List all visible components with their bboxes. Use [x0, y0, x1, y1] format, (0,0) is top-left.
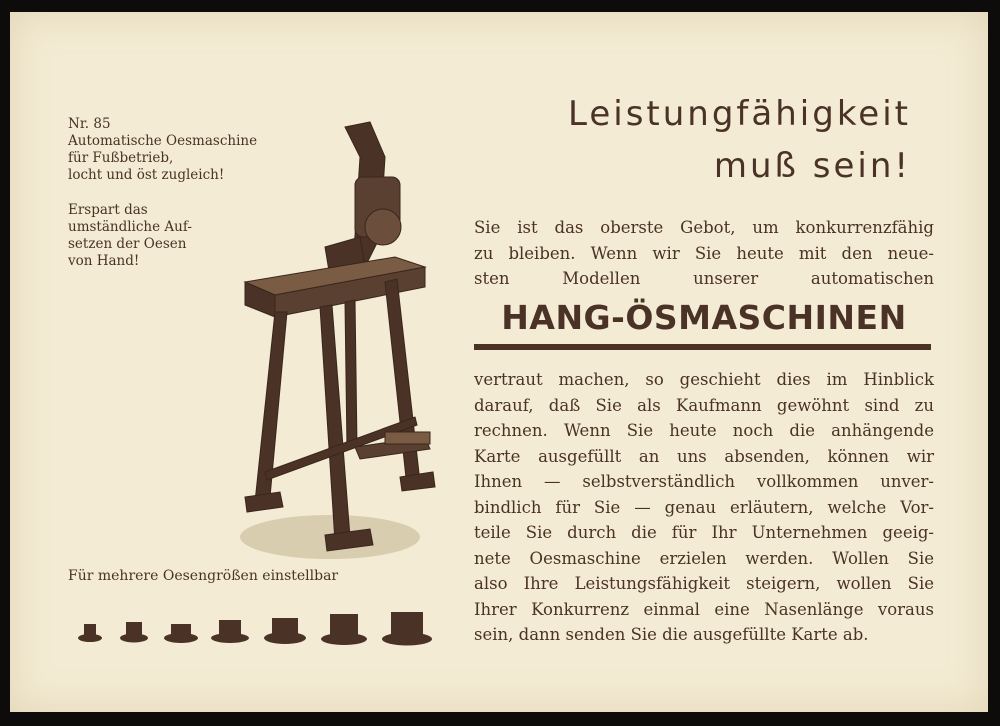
caption-line: Erspart das [68, 202, 148, 218]
caption-line: locht und öst zugleich! [68, 167, 225, 183]
eyelet-icon [120, 622, 148, 643]
product-name: HANG-ÖSMASCHINEN [501, 298, 907, 337]
text-line: Ihrer Konkurrenz einmal eine Nasenlänge voraus [474, 599, 934, 619]
eyelet-sizes-illustration [72, 608, 452, 650]
eyelet-icon [211, 620, 249, 643]
eyelet-icon [164, 624, 198, 643]
text-line: zu bleiben. Wenn wir Sie heute mit den neue- [474, 243, 934, 263]
text-line: bindlich für Sie — genau erläutern, welche Vor- [474, 497, 934, 517]
caption-line: Automatische Oesmaschine [68, 133, 258, 149]
text-line: Ihnen — selbstverständlich vollkommen unver- [474, 472, 934, 491]
eyelet-icon [264, 618, 306, 644]
eyelet-machine-illustration [235, 117, 450, 567]
text-line: Karte ausgefüllt an uns absenden, können wir [474, 446, 934, 466]
adjustable-sizes-caption: Für mehrere Oesengrößen einstellbar [68, 568, 339, 584]
text-line: sein, dann senden Sie die ausgefüllte Karte ab. [474, 625, 869, 644]
text-line: Sie ist das oberste Gebot, um konkurrenzfähig [474, 218, 934, 237]
divider-rule [474, 344, 931, 350]
main-paragraph [474, 367, 934, 648]
eyelet-icon [78, 624, 102, 642]
headline [568, 88, 911, 192]
saves-effort-caption [68, 202, 238, 270]
caption-line: Nr. 85 [68, 116, 111, 132]
text-line: darauf, daß Sie als Kaufmann gewöhnt sind zu [474, 395, 934, 415]
text-line: nete Oesmaschine erzielen werden. Wollen Sie [474, 548, 934, 568]
text-line: vertraut machen, so geschieht dies im Hinblick [474, 370, 934, 389]
text-line: teile Sie durch die für Ihr Unternehmen geeig- [474, 523, 934, 542]
eyelet-icon [382, 612, 432, 646]
headline-line: muß sein! [713, 146, 911, 186]
headline-line: Leistungfähigkeit [568, 94, 911, 134]
caption-line: umständliche Auf- [68, 219, 192, 235]
text-line: sten Modellen unserer automatischen [474, 269, 934, 288]
caption-line: setzen der Oesen [68, 236, 187, 252]
text-line: also Ihre Leistungsfähigkeit steigern, wollen Sie [474, 574, 934, 593]
intro-paragraph [474, 215, 934, 292]
eyelet-icon [321, 614, 367, 645]
caption-line: von Hand! [68, 253, 140, 269]
advertising-card [10, 12, 988, 712]
text-line: rechnen. Wenn Sie heute noch die anhängende [474, 421, 934, 440]
caption-line: für Fußbetrieb, [68, 150, 174, 166]
